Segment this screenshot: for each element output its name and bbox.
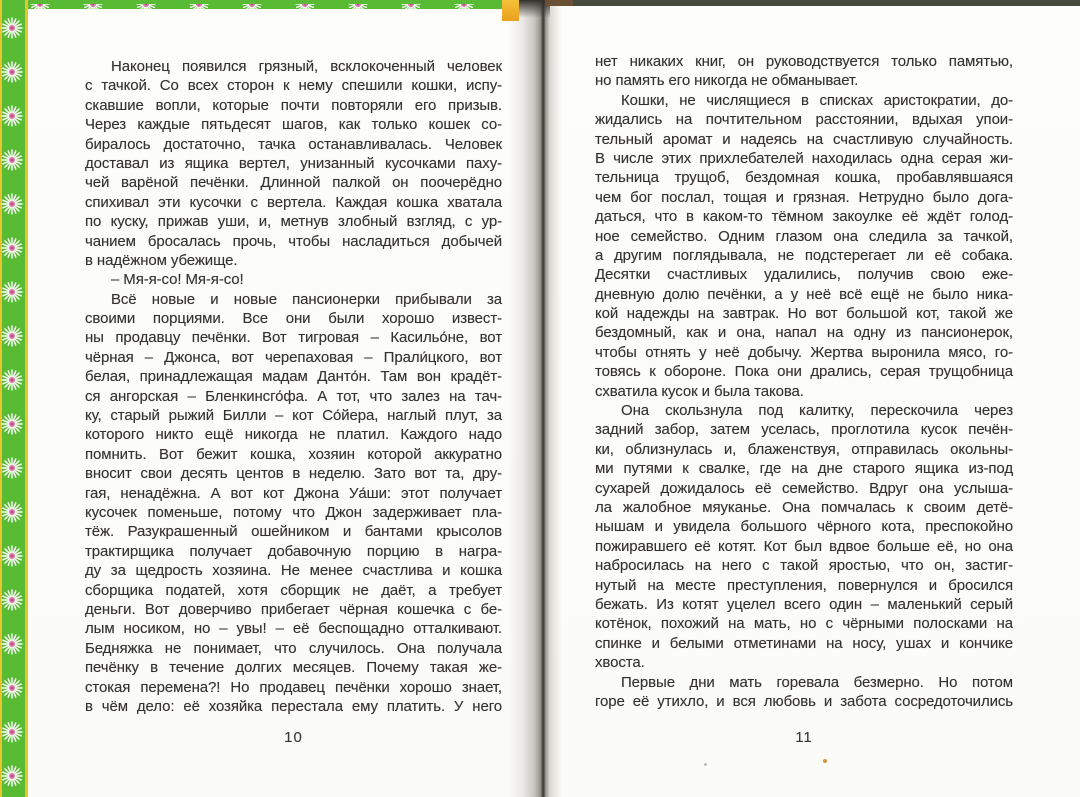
text-line: биралось достаточно, тачка останавливалась. Человек	[85, 135, 502, 153]
cover-edge-top-left	[28, 0, 506, 9]
scan-speck	[823, 759, 827, 763]
page-text-left	[85, 57, 502, 716]
text-line: набросилась на него с такой яростью, что он, застиг-	[595, 557, 1013, 575]
text-line: Кошки, не числящиеся в списках аристократии, до-	[621, 91, 1013, 109]
text-line: гая, ненадёжна. А вот кот Джона Уа́ши: этот получает	[85, 484, 502, 502]
text-line: спихивал эти кусочки с вертела. Каждая кошка хватала	[85, 193, 502, 211]
text-line: Всё новые и новые пансионерки прибывали за	[111, 290, 502, 308]
text-line: чанием бросалась прочь, чтобы насладиться добычей	[85, 232, 502, 250]
text-line: товясь к обороне. Пока они дрались, серая трущобница	[595, 363, 1013, 381]
text-line: Бедняжка не понимает, что случилось. Она получала	[85, 639, 502, 657]
text-line: нутый на месте преступления, повернулся и бросился	[595, 576, 1013, 594]
text-line: – Мя-я-со! Мя-я-со!	[111, 271, 244, 289]
text-line: котёнок, похожий на мать, но с чёрными полосками на	[595, 615, 1013, 633]
text-line: горе её утихло, и вся любовь и забота сосредоточились	[595, 692, 1013, 710]
text-line: кусочек поменьше, потому что Джон задерживает пла-	[85, 503, 502, 521]
cover-edge-left	[0, 0, 26, 797]
page-corner-highlight	[502, 0, 519, 21]
text-line: бездомный, как и она, напал на одну из пансионерок,	[595, 324, 1013, 342]
text-line: скавшие вопли, которые почти повторяли его призыв.	[85, 96, 502, 114]
text-line: ное семейство. Одним глазом она следила за тачкой,	[595, 227, 1013, 245]
text-line: ки, облизнулась и, блаженствуя, отправилась окольны-	[595, 440, 1013, 458]
text-line: вносит свои десять центов в неделю. Зато вот та, дру-	[85, 465, 502, 483]
text-line: с тачкой. Со всех сторон к нему спешили кошки, испу-	[85, 77, 502, 95]
text-line: ся ангорская – Бленкинсго́фа. А тот, что залез на тач-	[85, 387, 502, 405]
text-line: сборщика податей, хотя сборщик не даёт, а требует	[85, 581, 502, 599]
flower-pattern-icon	[0, 0, 26, 797]
text-line: тельный аромат и надеясь на счастливую случайность.	[595, 130, 1013, 148]
book-page-right	[548, 0, 1080, 797]
text-line: Наконец появился грязный, всклокоченный человек	[111, 58, 502, 75]
text-line: жидались на почтительном расстоянии, вдыхая упои-	[595, 111, 1013, 129]
text-line: но память его никогда не обманывает.	[595, 72, 859, 90]
text-line: своими порциями. Все они были хорошо извест-	[85, 310, 502, 328]
text-line: дневную долю печёнки, а у неё всё ещё не было ника-	[595, 285, 1013, 303]
text-line: а другим поглядывала, не подстерегает ли её собака.	[595, 246, 1013, 264]
text-line: бежать. Из котят уцелел всего один – маленький серый	[595, 595, 1013, 613]
text-line: деньги. Вот доверчиво прибегает чёрная кошечка с бе-	[85, 600, 502, 618]
book-page-left	[28, 0, 517, 797]
text-line: пожиравшего её котят. Кот был вдвое больше её, но она	[595, 537, 1013, 555]
text-line: Десятки счастливых удалились, получив свою еже-	[595, 266, 1013, 284]
text-line: спинке и белыми отметинами на носу, ушах и кончике	[595, 634, 1013, 652]
text-line: печёнку в течение долгих месяцев. Почему такая же-	[85, 659, 502, 677]
flower-pattern-icon	[28, 4, 506, 9]
text-line: в надёжном убежище.	[85, 251, 238, 269]
text-line: трактирщика получает добавочную порцию в награ-	[85, 542, 502, 560]
page-number-left: 10	[284, 729, 303, 746]
text-line: ны продавцу печёнки. Вот тигровая – Касильо́не, вот	[85, 329, 502, 347]
cover-edge-top-right	[545, 0, 1080, 6]
text-line: в чём дело: её хозяйка перестала ему платить. У него	[85, 697, 502, 715]
text-line: кой надежды на завтрак. Но вот большой кот, такой же	[595, 305, 1013, 323]
text-line: чей варёной печёнки. Длинной палкой он поочерёдно	[85, 174, 502, 192]
text-line: ду за щедрость хозяина. Не менее счастлива и кошка	[85, 562, 502, 580]
page-edge-yellow-line	[25, 0, 28, 797]
text-line: Первые дни мать горевала безмерно. Но потом	[621, 673, 1013, 691]
text-line: стокая перемена?! Но продавец печёнки хорошо знает,	[85, 678, 502, 696]
page-number-right: 11	[795, 729, 813, 746]
text-line: доставал из ящика вертел, унизанный кусочками паху-	[85, 154, 502, 172]
scan-speck	[704, 763, 707, 766]
text-line: нет никаких книг, он руководствуется только памятью,	[595, 53, 1013, 70]
text-line: даться, что в каком-то тёмном закоулке её ждёт голод-	[595, 208, 1013, 226]
text-line: ла жалобное мяуканье. Она помчалась к своим детё-	[595, 498, 1013, 516]
text-line: чем бог послал, тощая и грязная. Нетрудно было дога-	[595, 188, 1013, 206]
text-line: которого никто ещё никогда не платил. Каждого надо	[85, 426, 502, 444]
text-line: нышам и увидела большого чёрного кота, преспокойно	[595, 518, 1013, 536]
text-line: Через каждые пятьдесят шагов, как только кошек со-	[85, 116, 502, 134]
text-line: хвоста.	[595, 654, 645, 672]
text-line: чтобы отнять у неё добычу. Жертва выронила мясо, го-	[595, 343, 1013, 361]
text-line: помнить. Вот бежит кошка, хозяин которой аккуратно	[85, 445, 502, 463]
text-line: ми путями к свалке, где на дне старого ящика из-под	[595, 460, 1013, 478]
text-line: Она скользнула под калитку, перескочила через	[621, 402, 1013, 420]
text-line: схватила кусок и была такова.	[595, 382, 804, 400]
text-line: ку, старый рыжий Билли – кот Со́йера, наглый плут, за	[85, 407, 502, 425]
text-line: чёрная – Джонса, вот черепаховая – Прали́цкого, вот	[85, 348, 502, 366]
text-line: тёж. Разукрашенный ошейником и бантами крысолов	[85, 523, 502, 541]
text-line: лым носиком, но – увы! – её беспощадно отталкивают.	[85, 620, 502, 638]
text-line: белая, принадлежащая мадам Данто́н. Там вон крадёт-	[85, 368, 502, 386]
text-line: задний забор, затем уселась, проглотила кусок печён-	[595, 421, 1013, 439]
page-text-right	[595, 52, 1013, 711]
text-line: по куску, прижав уши, и, метнув злобный взгляд, с ур-	[85, 213, 502, 231]
text-line: сухарей дожидалось её семейство. Вдруг она услыша-	[595, 479, 1013, 497]
text-line: тельница трущоб, бездомная кошка, пробавлявшаяся	[595, 169, 1013, 187]
text-line: В числе этих прихлебателей находилась одна серая жи-	[595, 149, 1013, 167]
